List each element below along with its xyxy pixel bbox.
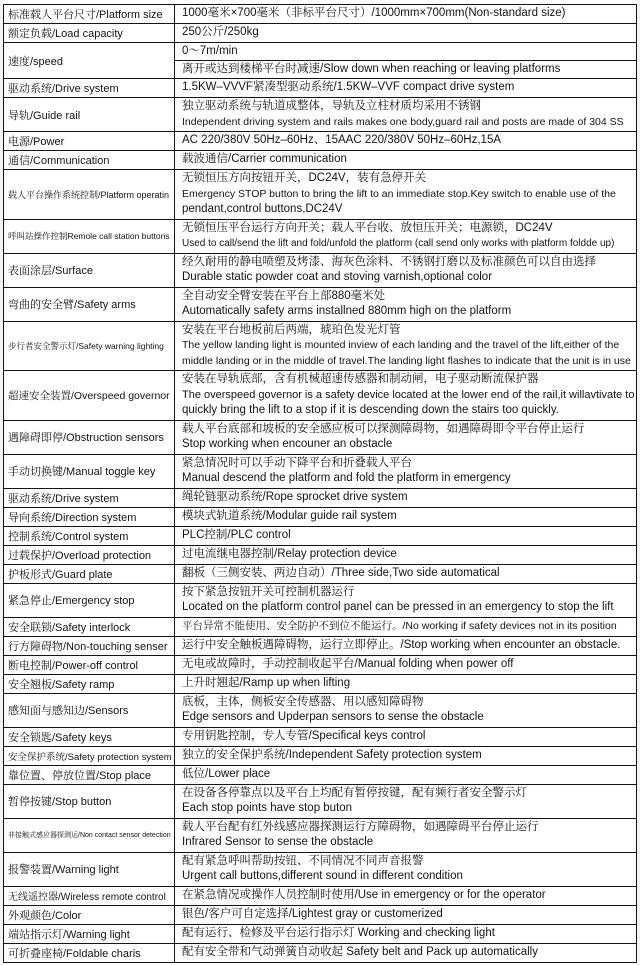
spec-row (4, 728, 636, 747)
spec-value-line: 按下紧急按钮开关可控制机器运行 (182, 585, 355, 598)
spec-value-line: 过电流继电器控制/Relay protection device (182, 547, 397, 560)
spec-value-line: Used to call/send the lift and fold/unfold the platform (call send only works with platform foldde up) (182, 238, 615, 249)
spec-value (175, 455, 636, 488)
spec-row (4, 220, 636, 254)
spec-label: 通信/Communication (4, 151, 175, 169)
spec-value-line: Automatically safety arms installned 880mm high on the platform (182, 305, 512, 317)
spec-label: 紧急停止/Emergency stop (4, 584, 175, 617)
spec-value-line: The yellow landing light is mounted inview of each landing and the travel of the lift,either of the (182, 339, 620, 351)
spec-value-line: Stop working when encouner an obstacle (182, 438, 393, 450)
spec-value-line: 上升时翘起/Ramp up when lifting (182, 676, 351, 689)
spec-value (175, 819, 636, 852)
spec-label: 过载保护/Overload protection (4, 546, 175, 564)
spec-label: 感知面与感知边/Sensors (4, 694, 175, 727)
spec-value-line: Edge sensors and Upderpan sensors to sense the obstacle (182, 711, 484, 723)
spec-label: 驱动系统/Drive system (4, 489, 175, 507)
spec-value-line: 专用钥匙控制，专人专管/Specifical keys control (182, 729, 426, 742)
spec-row (4, 288, 636, 322)
spec-row (4, 853, 636, 887)
spec-value (175, 132, 636, 150)
spec-row (4, 819, 636, 853)
spec-value (175, 371, 636, 420)
spec-value-line: 配有安全带和气动弹簧自动收起 Safety belt and Pack up automatically (182, 945, 538, 958)
spec-row (4, 254, 636, 288)
spec-row (4, 371, 636, 421)
spec-row (4, 5, 636, 24)
spec-value-line: 在设备各停靠点以及平台上均配有暂停按键，配有频行者安全警示灯 (182, 786, 527, 799)
spec-label: 无线遥控器/Wireless remote control (4, 887, 175, 905)
spec-value-line: Infrared Sensor to sense the obstacle (182, 836, 374, 848)
spec-row (4, 766, 636, 785)
spec-value (175, 906, 636, 924)
spec-value (175, 785, 636, 818)
spec-value (175, 220, 636, 253)
spec-row (4, 618, 636, 637)
spec-row (4, 656, 636, 675)
spec-label: 导轨/Guide rail (4, 98, 175, 131)
spec-value-line: 载波通信/Carrier communication (182, 153, 347, 166)
spec-row (4, 79, 636, 98)
spec-label: 弯曲的安全臂/Safety arms (4, 288, 175, 321)
spec-label: 靠位置、停放位置/Stop place (4, 766, 175, 784)
spec-row (4, 944, 636, 962)
spec-row (4, 887, 636, 906)
spec-label: 导向系统/Direction system (4, 508, 175, 526)
spec-row (4, 489, 636, 508)
spec-label: 呼叫站操作控制Remole call station buttons (4, 220, 175, 253)
spec-value (175, 527, 636, 545)
spec-value (175, 728, 636, 746)
spec-value (175, 766, 636, 784)
spec-value (175, 508, 636, 526)
spec-row (4, 132, 636, 151)
spec-label: 遇障碍即停/Obstruction sensors (4, 421, 175, 454)
spec-label: 报警装置/Warning light (4, 853, 175, 886)
spec-value (175, 489, 636, 507)
spec-row (4, 675, 636, 694)
spec-value-line: 绳轮链驱动系统/Rope sprocket drive system (182, 490, 408, 503)
spec-label: 手动切换键/Manual toggle key (4, 455, 175, 488)
spec-value-line: 模块式轨道系统/Modular guide rail system (182, 509, 397, 522)
spec-value-line: middle landing or in the middle of travel.The landing light flashes to indicate that the unit is in use (182, 354, 631, 367)
spec-value (175, 24, 636, 42)
spec-sheet-page (3, 0, 637, 965)
spec-value (175, 656, 636, 674)
spec-value (175, 565, 636, 583)
spec-value-line: Durable static powder coat and stoving varnish,optional color (182, 271, 493, 283)
spec-label: 标准载人平台尺寸/Platform size (4, 5, 175, 23)
spec-row (4, 584, 636, 618)
spec-value (175, 675, 636, 693)
spec-value (175, 79, 636, 97)
spec-label: 可折叠座椅/Foldable charis (4, 944, 175, 962)
spec-value-line: 载人平台配有红外线感应器探测运行方障碍物，如遇障碍平台停止运行 (182, 820, 539, 833)
spec-value (175, 254, 636, 287)
spec-value-line: 配有运行、检修及平台运行指示灯 Working and checking light (182, 926, 495, 939)
spec-value-line: 全自动安全臂安装在平台上部880毫米处 (182, 289, 386, 302)
spec-label: 电源/Power (4, 132, 175, 150)
spec-label: 安全联锁/Safety interlock (4, 618, 175, 636)
spec-value (175, 43, 636, 78)
spec-label: 安全保护系统/Safety protection system (4, 747, 175, 765)
spec-value (175, 747, 636, 765)
spec-label: 安全翘板/Safety ramp (4, 675, 175, 693)
spec-row (4, 170, 636, 220)
spec-value-line: Located on the platform control panel can be pressed in an emergency to stop the lift (182, 601, 614, 613)
spec-label: 超速安全装置/Overspeed governor (4, 371, 175, 420)
spec-value-line: 底板，主体，侧板安全传感器、用以感知障碍物 (182, 695, 424, 708)
spec-label: 暂停按键/Stop button (4, 785, 175, 818)
spec-row (4, 527, 636, 546)
spec-value (175, 98, 636, 131)
spec-row (4, 785, 636, 819)
spec-value-line: 经久耐用的静电喷塑及烤漆、海灰色涂料、不锈钢打磨以及标准颜色可以自由选择 (182, 255, 596, 268)
spec-value-line: 平台异常不能使用、安全防护不到位不能运行。/No working if safety devices not in its position (182, 619, 617, 632)
spec-label: 载人平台操作系统控制/Platform operatin (4, 170, 175, 219)
spec-row (4, 322, 636, 372)
spec-value-line: Each stop points have stop buton (182, 802, 353, 814)
spec-row (4, 151, 636, 170)
spec-value (175, 637, 636, 655)
spec-value-line: 运行中安全触板遇障碍物，运行立即停止。/Stop working when encounter an obstacle. (182, 638, 621, 651)
spec-value (175, 5, 636, 23)
spec-value (175, 322, 636, 371)
spec-row (4, 925, 636, 944)
spec-label: 外观颜色/Color (4, 906, 175, 924)
spec-value-line: 无锁恒压平台运行方向开关；载人平台收、放恒压开关；电源锁，DC24V (182, 221, 553, 234)
spec-label: 非接触式感应器探测运/Non contact sensor detection (4, 819, 175, 852)
spec-row (4, 24, 636, 43)
spec-value-line: 独立驱动系统与轨道成整体，导轨及立柱材质均采用不锈钢 (182, 100, 481, 112)
spec-value-line: 在紧急情况或操作人员控制时使用/Use in emergency or for the operator (182, 888, 546, 901)
spec-value-line: 离开或达到楼梯平台时减速/Slow down when reaching or leaving platforms (175, 60, 636, 78)
spec-row (4, 98, 636, 132)
spec-row (4, 455, 636, 489)
spec-label: 护板形式/Guard plate (4, 565, 175, 583)
spec-value-line: 紧急情况时可以手动下降平台和折叠载人平台 (182, 456, 412, 469)
spec-value (175, 288, 636, 321)
spec-row (4, 421, 636, 455)
spec-value-line: 安装在平台地板前后两端，琥珀色发光灯管 (182, 323, 401, 336)
spec-value-line: Manual descend the platform and fold the platform in emergency (182, 472, 511, 484)
spec-value (175, 618, 636, 636)
specification-table (3, 4, 637, 963)
spec-value-line: The overspeed governor is a safety device located at the lower end of the rail,it willavtivate to (182, 388, 635, 401)
spec-value-line: 0～7m/min (182, 44, 238, 57)
spec-label: 步行者安全警示灯/Safety warning lighting (4, 322, 175, 371)
spec-value (175, 170, 636, 219)
spec-value-line: 1000毫米×700毫米（非标平台尺寸）/1000mm×700mm(Non-standard size) (182, 7, 566, 20)
spec-value (175, 421, 636, 454)
spec-value (175, 944, 636, 962)
spec-row (4, 906, 636, 925)
spec-value-line: 安装在导轨底部，含有机械超速传感器和制动闸，电子驱动断流保护器 (182, 373, 539, 385)
spec-value-line: Urgent call buttons,different sound in different condition (182, 870, 463, 882)
spec-row (4, 43, 636, 79)
spec-label: 驱动系统/Drive system (4, 79, 175, 97)
spec-value (175, 853, 636, 886)
spec-value-line: 翻板（三侧安装、两边自动）/Three side,Two side automatical (182, 566, 500, 579)
spec-row (4, 694, 636, 728)
spec-value-line: PLC控制/PLC control (182, 528, 291, 541)
spec-value-line: Independent driving system and rails makes one body,guard rail and posts are made of 304 SS (182, 115, 624, 128)
spec-value (175, 151, 636, 169)
spec-value-line: 无电或故障时，手动控制收起平台/Manual folding when power off (182, 657, 514, 670)
spec-value-line: 1.5KW–VVVF紧凑型驱动系统/1.5KW–VVF compact drive system (182, 81, 515, 94)
spec-value-line: 250公斤/250kg (182, 26, 259, 39)
spec-label: 行方障碍物/Non-touching senser (4, 637, 175, 655)
spec-value-line: quickly bring the lift to a stop if it is descending down the stairs too quickly. (182, 404, 559, 416)
spec-row (4, 637, 636, 656)
spec-row (4, 546, 636, 565)
spec-value-line: 无锁恒压方向按钮开关，DC24V，装有急停开关 (182, 172, 427, 184)
spec-value-line: Emergency STOP button to bring the lift to an immediate stop.Key switch to enable use of the (182, 187, 616, 200)
spec-value-line: 配有紧急呼叫帮助按钮、不同情况不同声音报警 (182, 854, 424, 867)
spec-label: 表面涂层/Surface (4, 254, 175, 287)
spec-value-line: 独立的安全保护系统/Independent Safety protection system (182, 748, 482, 761)
spec-label: 速度/speed (4, 43, 175, 78)
spec-row (4, 508, 636, 527)
spec-value-line: 低位/Lower place (182, 767, 271, 780)
spec-value-line: 银色/客户可自定选择/Lightest gray or customerized (182, 907, 443, 920)
spec-label: 额定负载/Load capacity (4, 24, 175, 42)
spec-value-line: pendant,control buttons,DC24V (182, 203, 343, 215)
spec-row (4, 565, 636, 584)
spec-value-line: AC 220/380V 50Hz–60Hz、15AAC 220/380V 50Hz–60Hz,15A (182, 134, 502, 147)
spec-label: 端站指示灯/Warning light (4, 925, 175, 943)
spec-value (175, 546, 636, 564)
spec-value (175, 925, 636, 943)
spec-row (4, 747, 636, 766)
spec-label: 安全锁匙/Safety keys (4, 728, 175, 746)
spec-value (175, 584, 636, 617)
spec-value-line: 载人平台底部和坡板的安全感应板可以探测障碍物，如遇障碍即令平台停止运行 (182, 422, 585, 435)
spec-value (175, 887, 636, 905)
spec-label: 断电控制/Power-off control (4, 656, 175, 674)
spec-value (175, 694, 636, 727)
spec-label: 控制系统/Control system (4, 527, 175, 545)
